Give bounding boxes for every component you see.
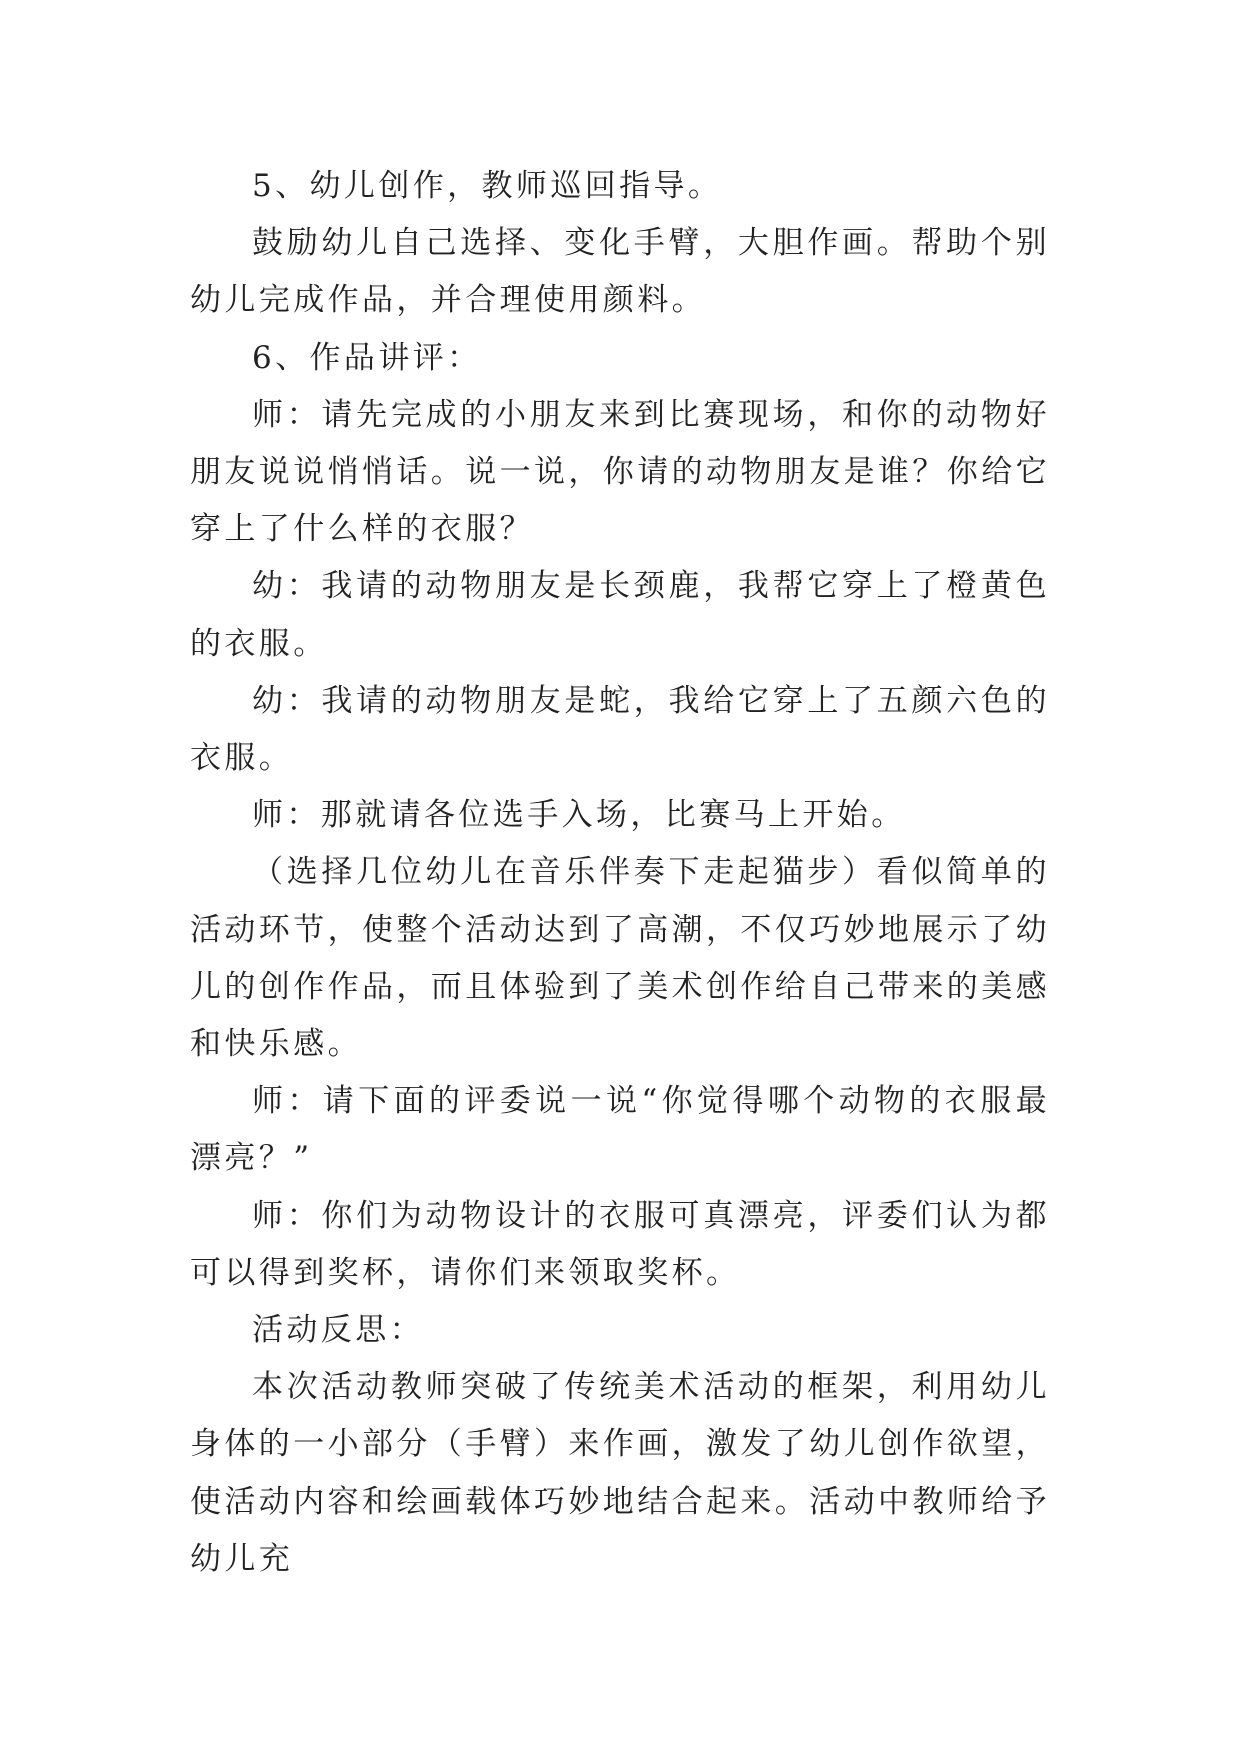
paragraph-reflection-heading: 活动反思： [252,1312,424,1349]
paragraph-teacher-3: 师：请下面的评委说一说“你觉得哪个动物的衣服最漂亮？” [190,1083,1050,1177]
paragraph-reflection-body: 本次活动教师突破了传统美术活动的框架，利用幼儿身体的一小部分（手臂）来作画，激发了幼儿创作欲望，使活动内容和绘画载体巧妙地结合起来。活动中教师给予幼儿充 [190,1369,1050,1577]
paragraph-step-5: 5、幼儿创作，教师巡回指导。 [252,168,723,204]
paragraph-catwalk: （选择几位幼儿在音乐伴奏下走起猫步）看似简单的活动环节，使整个活动达到了高潮，不仅巧妙地展示了幼儿的创作作品，而且体验到了美术创作给自己带来的美感和快乐感。 [190,854,1050,1063]
paragraph-child-2: 幼：我请的动物朋友是蛇，我给它穿上了五颜六色的衣服。 [190,682,1050,777]
paragraph-teacher-2: 师：那就请各位选手入场，比赛马上开始。 [252,797,906,834]
paragraph-teacher-4: 师：你们为动物设计的衣服可真漂亮，评委们认为都可以得到奖杯，请你们来领取奖杯。 [190,1197,1050,1291]
document-body [190,158,1050,1588]
paragraph-step-6: 6、作品讲评： [252,339,482,376]
paragraph-child-1: 幼：我请的动物朋友是长颈鹿，我帮它穿上了橙黄色的衣服。 [190,568,1050,662]
paragraph-teacher-1: 师：请先完成的小朋友来到比赛现场，和你的动物好朋友说说悄悄话。说一说，你请的动物朋友是谁？你给它穿上了什么样的衣服？ [190,396,1050,548]
paragraph-encourage: 鼓励幼儿自己选择、变化手臂，大胆作画。帮助个别幼儿完成作品，并合理使用颜料。 [190,225,1050,319]
